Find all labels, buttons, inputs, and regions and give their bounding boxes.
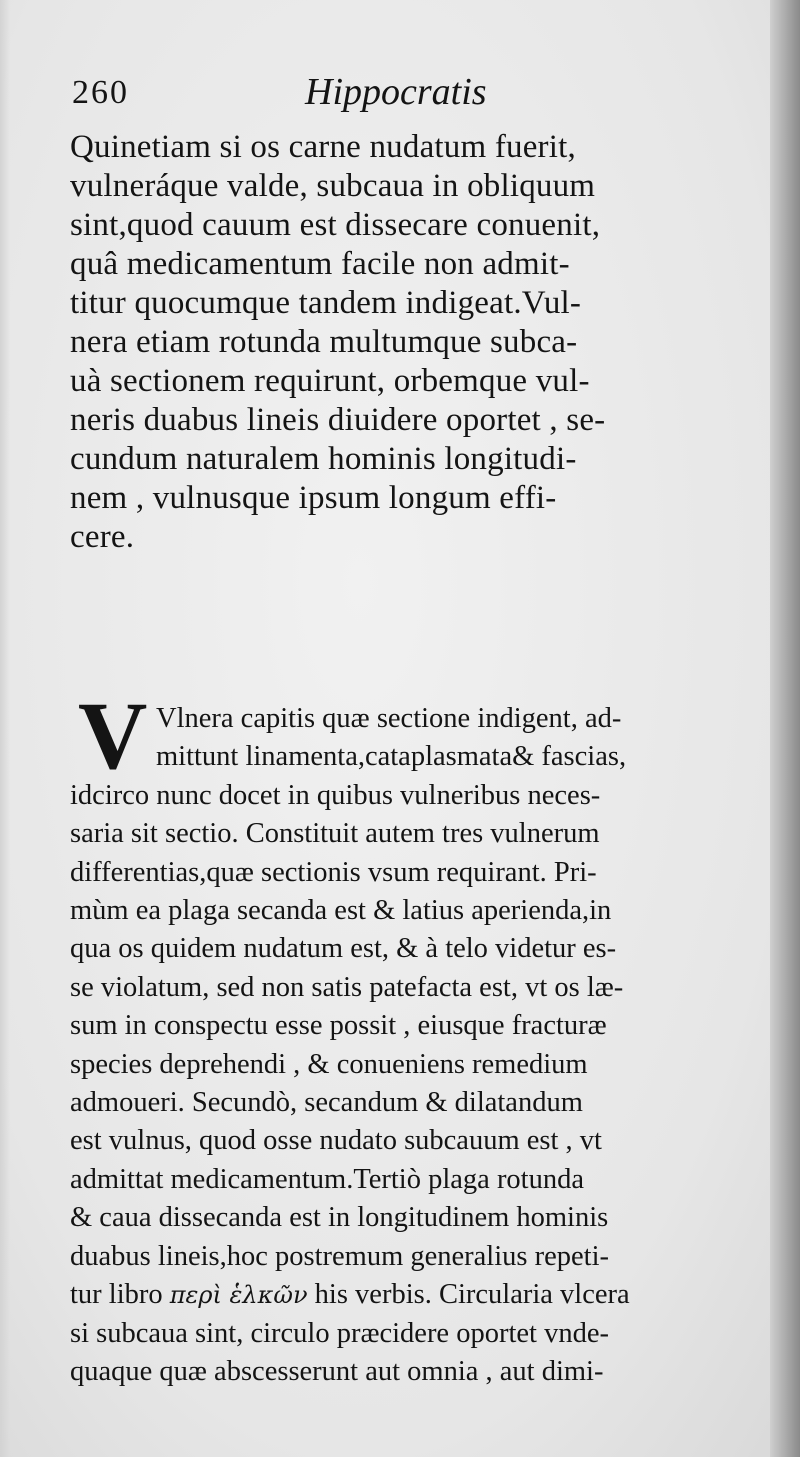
passage-line: Quinetiam si os carne nudatum fuerit, [70,129,576,165]
passage-line: sint,quod cauum est dissecare conuenit, [70,207,601,243]
commentary-line: saria sit sectio. Constituit autem tres vulnerum [70,818,600,850]
passage-line: cere. [70,519,135,555]
commentary-line: si subcaua sint, circulo præcidere oportet vnde- [70,1317,609,1349]
commentary-passage [70,700,720,1391]
commentary-line: differentias,quæ sectionis vsum requirant. Pri- [70,856,597,888]
passage-line: cundum naturalem hominis longitudi- [70,441,577,477]
running-head [60,70,720,120]
drop-cap-initial: V [78,682,148,789]
commentary-line [70,1276,720,1314]
commentary-line: idcirco nunc docet in quibus vulneribus neces- [70,779,601,811]
commentary-line: & caua dissecanda est in longitudinem hominis [70,1202,609,1234]
commentary-line: mittunt linamenta,cataplasmata& fascias, [156,741,627,773]
commentary-line: admittat medicamentum.Tertiò plaga rotunda [70,1163,585,1195]
commentary-line: est vulnus, quod osse nudato subcauum est , vt [70,1125,602,1157]
binding-gutter [770,0,800,1457]
page-edge-shadow [0,0,10,1457]
commentary-line: duabus lineis,hoc postremum generalius repeti- [70,1240,609,1272]
passage-line: nem , vulnusque ipsum longum effi- [70,480,557,516]
passage-line: nera etiam rotunda multumque subca- [70,324,578,360]
passage-line: titur quocumque tandem indigeat.Vul- [70,285,582,321]
commentary-line: mùm ea plaga secanda est & latius aperienda,in [70,895,612,927]
passage-line: quâ medicamentum facile non admit- [70,246,570,282]
commentary-line: qua os quidem nudatum est, & à telo videtur es- [70,933,617,965]
commentary-line: se violatum, sed non satis patefacta est, vt os læ- [70,971,624,1003]
commentary-line: admoueri. Secundò, secandum & dilatandum [70,1087,583,1119]
passage-line: neris duabus lineis diuidere oportet , se- [70,402,606,438]
commentary-line: quaque quæ abscesserunt aut omnia , aut dimi- [70,1355,604,1387]
commentary-line-end: his verbis. Circularia vlcera [307,1279,630,1311]
commentary-line: species deprehendi , & conueniens remedium [70,1048,588,1080]
running-title: Hippocratis [305,71,487,113]
greek-book-title: περὶ ἑλκῶν [169,1281,308,1310]
passage-line: vulneráque valde, subcaua in obliquum [70,168,596,204]
commentary-line-start: tur libro [70,1279,170,1311]
page-number: 260 [72,74,129,111]
commentary-line: sum in conspectu esse possit , eiusque fracturæ [70,1010,607,1042]
commentary-line: Vlnera capitis quæ sectione indigent, ad- [156,703,622,734]
main-passage [70,128,720,557]
passage-line: uà sectionem requirunt, orbemque vul- [70,363,590,399]
